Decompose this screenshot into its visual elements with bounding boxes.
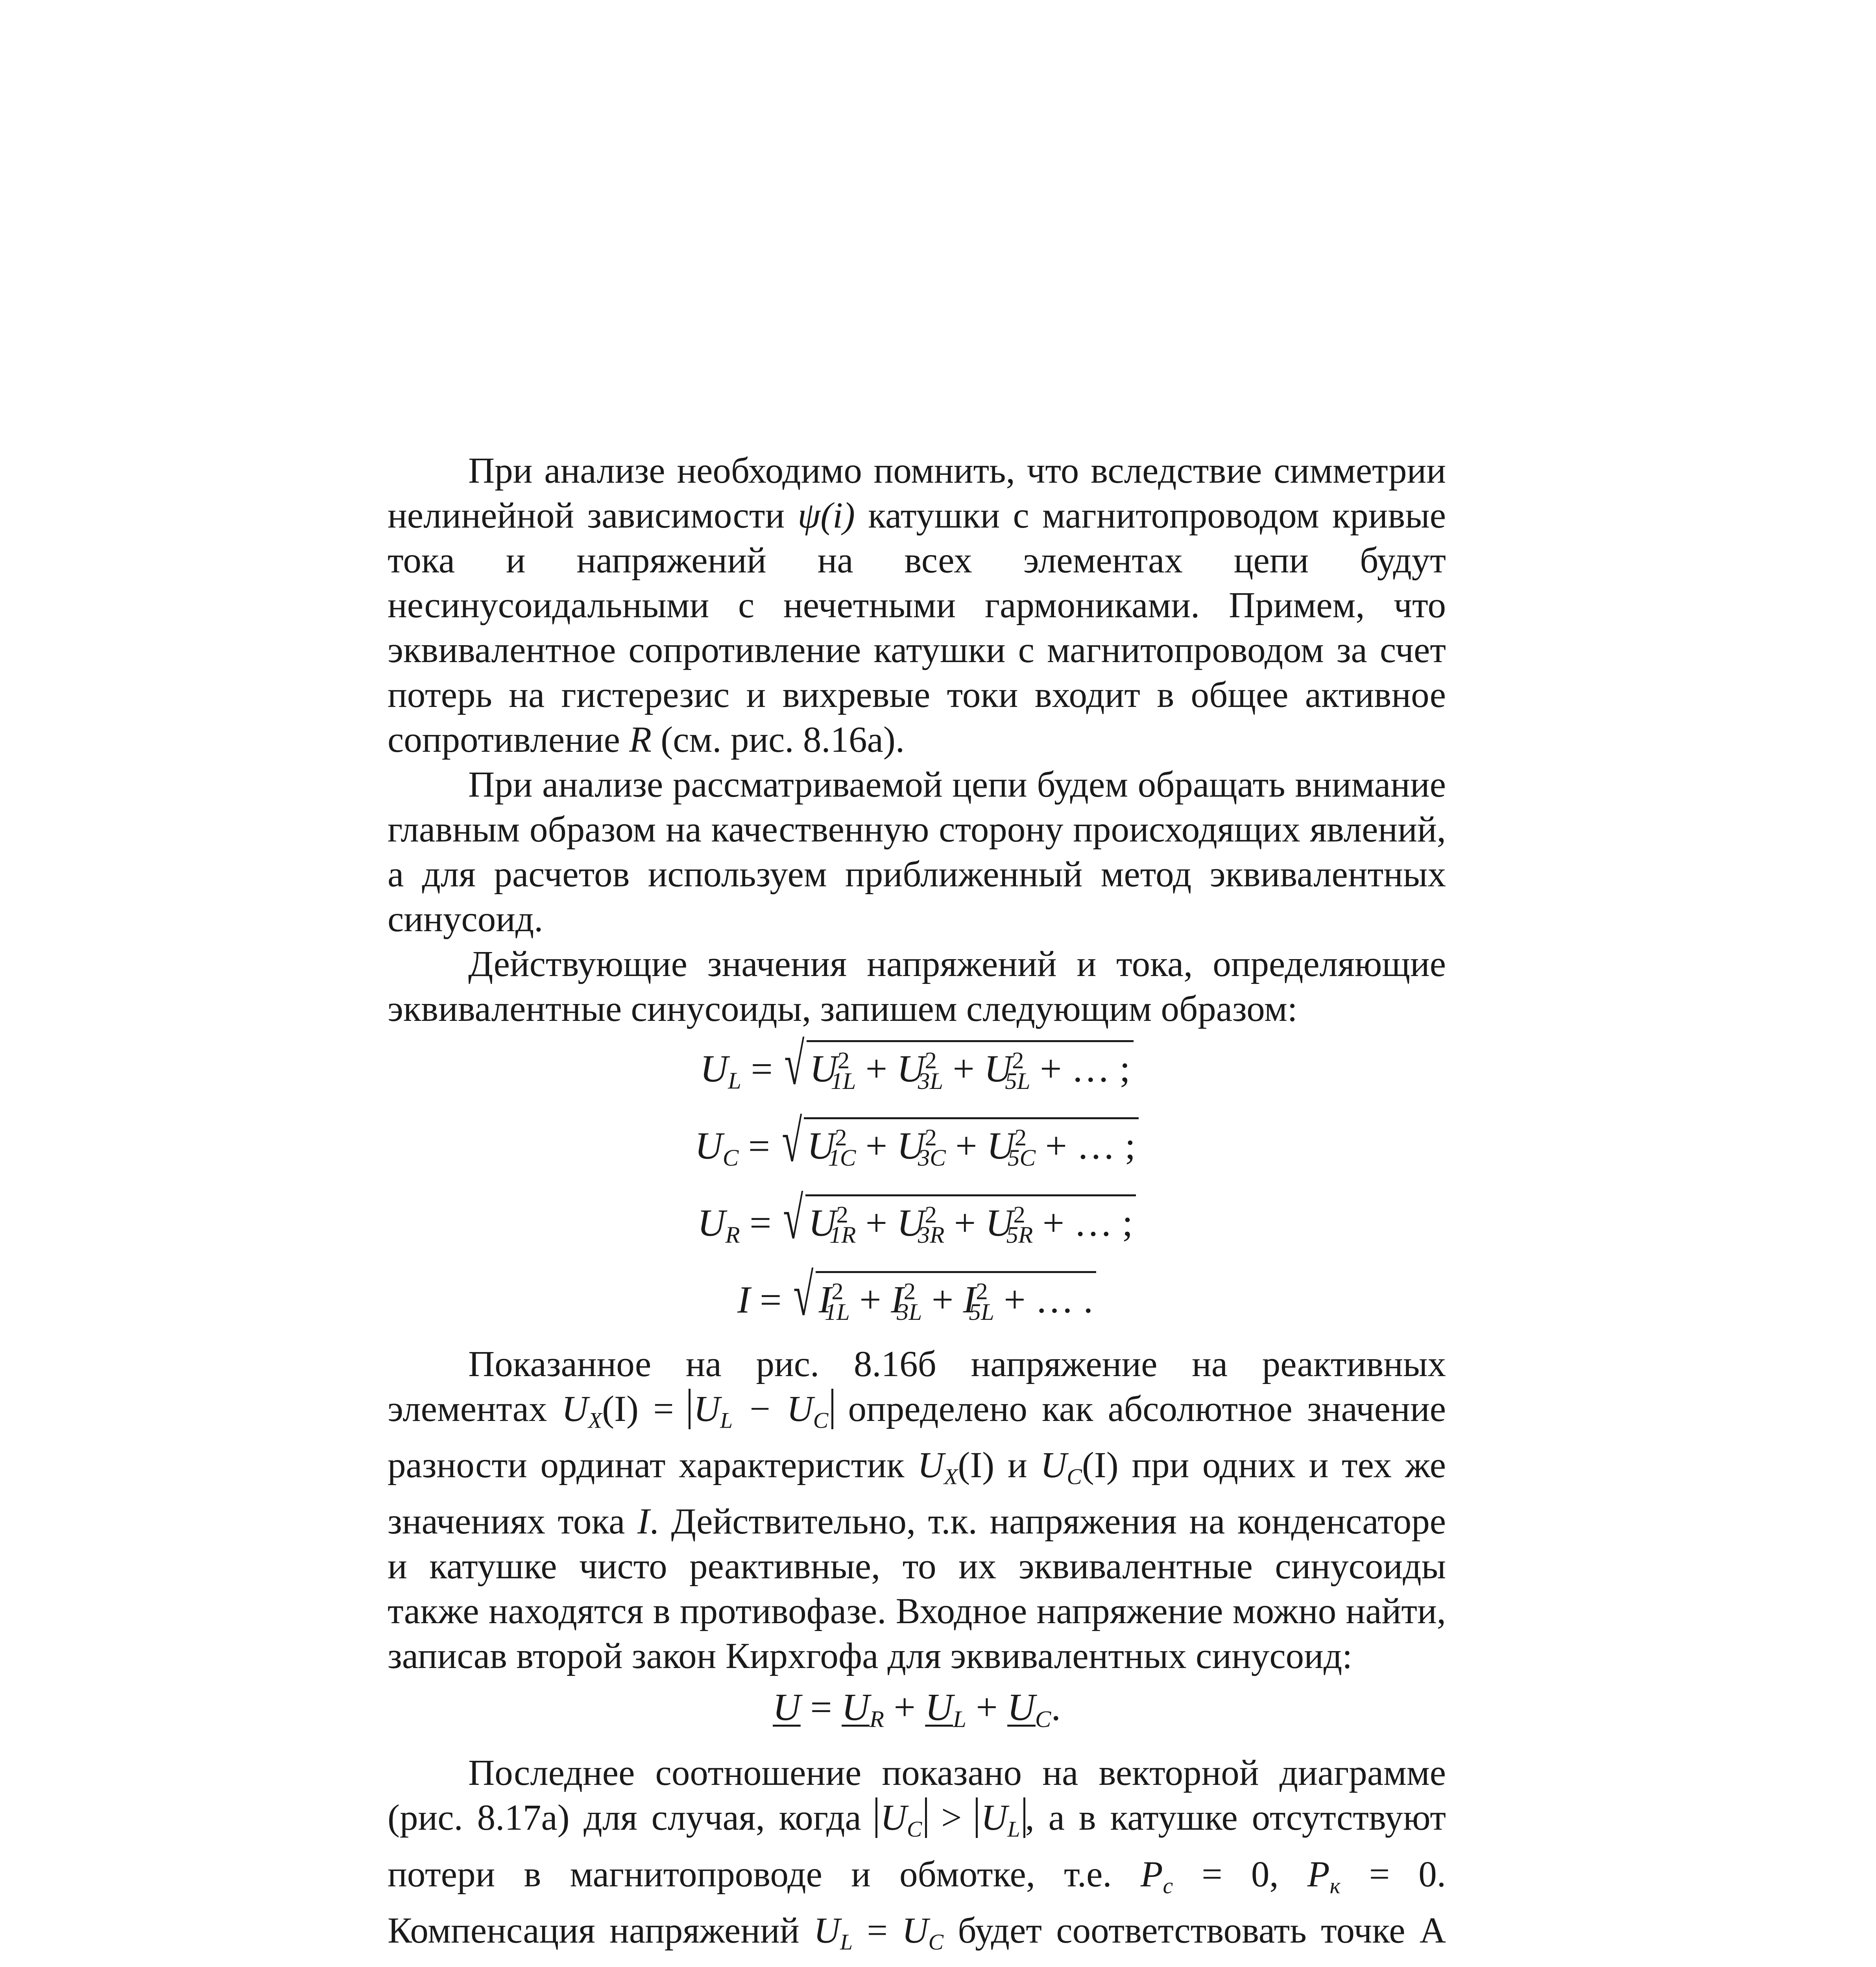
formula-lhs: U xyxy=(697,1201,726,1244)
ux-expression: $U_X(I) = U_L - U_C$ xyxy=(562,1389,834,1429)
text-line: При анализе необходимо помнить, что вследствие симметрии xyxy=(468,450,1446,491)
uc-of-i: $U_C(I)$ xyxy=(1040,1445,1119,1489)
sqrt-sign: √ xyxy=(783,1185,803,1251)
equals-sign: = xyxy=(750,1279,791,1321)
equals-sign: = xyxy=(741,1048,783,1091)
text-line: нелинейной зависимости xyxy=(388,495,785,536)
formula-lhs: U xyxy=(694,1125,723,1168)
paragraph-1 xyxy=(388,448,1446,762)
formula-i xyxy=(388,1262,1446,1340)
radicand: $I^2_{1L} + I^2_{3L} + I^2_{5L}$ + … . xyxy=(816,1271,1096,1321)
equals-sign: = xyxy=(740,1201,781,1244)
radicand: $U^2_{1L} + U^2_{3L} + U^2_{5L}$ + … ; xyxy=(807,1040,1134,1090)
formula-ur xyxy=(388,1185,1446,1262)
text-line: катушки с магнитопроводом кривые xyxy=(868,495,1446,536)
kirchhoff-formula: $U = U_R + U_L + U_C$. xyxy=(773,1686,1061,1733)
current-symbol: I xyxy=(637,1501,650,1542)
sqrt-sign: √ xyxy=(793,1262,814,1329)
formula-uc xyxy=(388,1108,1446,1186)
sqrt-sign: √ xyxy=(781,1108,802,1175)
text-line: тока и напряжений на всех элементах цепи будут несинусоидальными с нечетными гармониками. Примем, что эквивалентное сопротивление катушки с магнитопроводом за счет потерь на гистерезис и вихревые токи входит в общее активное сопротивление xyxy=(388,540,1446,760)
formula-lhs-sub: R xyxy=(725,1222,740,1248)
radicand: $U^2_{1R} + U^2_{3R} + U^2_{5R}$ + … ; xyxy=(805,1194,1136,1244)
formula-ul xyxy=(388,1031,1446,1109)
resistance-symbol: R xyxy=(629,720,652,760)
main-text xyxy=(388,448,1446,1967)
equals-sign: = xyxy=(739,1125,780,1168)
formula-lhs-sub: C xyxy=(722,1145,739,1172)
psi-function: ψ(i) xyxy=(798,495,855,536)
formula-lhs-sub: L xyxy=(728,1068,741,1094)
paragraph-4: Показанное на рис. 8.16б напряжение на реактивных элементах $U_X(I) = U_L - U_C$ определено как абсолютное значение разности ординат характеристик $U_X(I)$ и $U_C(I)$ при одних и тех же значениях тока I. Действительно, т.к. напряжения на конденсаторе и катушке чисто реактивные, то их эквивалентные синусоиды также находятся в противофазе. Входное напряжение можно найти, записав второй закон Кирхгофа для эквивалентных синусоид: xyxy=(388,1343,1446,1677)
formula-lhs: U xyxy=(700,1048,728,1091)
formula-lhs: I xyxy=(737,1279,750,1321)
paragraph-5: Последнее соотношение показано на векторной диаграмме (рис. 8.17а) для случая, когда $U_C > U_L$ , а в катушке отсутствуют потери в магнитопроводе и обмотке, т.е. $P_с = 0$, $P_к = 0$. Компенсация напряжений $U_L = U_C$ будет соответствовать точке А xyxy=(388,1753,1446,1955)
text-line: (см. рис. 8.16а). xyxy=(661,720,905,760)
radicand: $U^2_{1C} + U^2_{3C} + U^2_{5C}$ + … ; xyxy=(804,1117,1139,1167)
ux-of-i: $U_X(I)$ xyxy=(917,1445,995,1489)
paragraph-2: При анализе рассматриваемой цепи будем обращать внимание главным образом на качественную сторону происходящих явлений, а для расчетов используем приближенный метод эквивалентных синусоид. xyxy=(388,764,1446,939)
paragraph-3: Действующие значения напряжений и тока, определяющие эквивалентные синусоиды, запишем следующим образом: xyxy=(388,944,1446,1029)
sqrt-sign: √ xyxy=(784,1031,805,1098)
